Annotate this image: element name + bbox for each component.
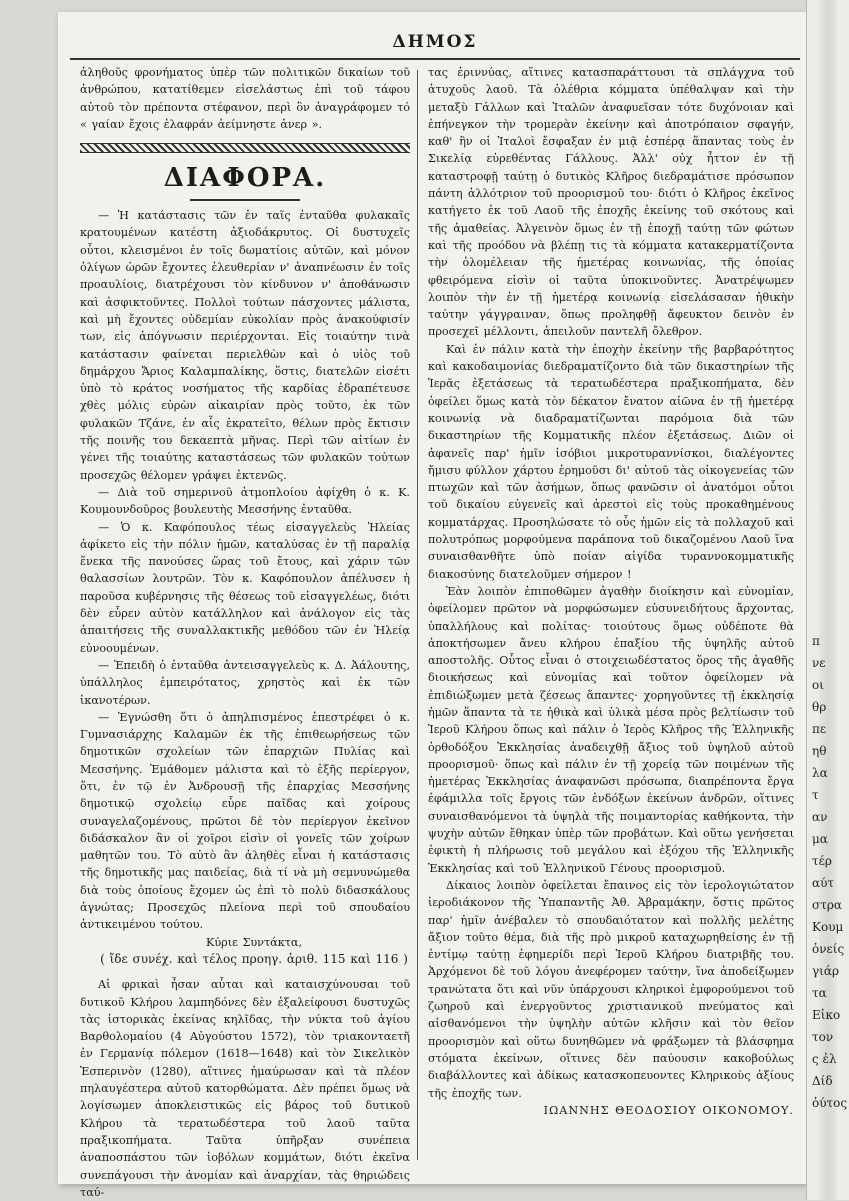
letter-signature: ΙΩΑΝΝΗΣ ΘΕΟΔΟΣΙΟΥ ΟΙΚΟΝΟΜΟΥ.: [543, 1103, 794, 1117]
margin-fragment: πε: [812, 722, 827, 736]
margin-fragment: ηθ: [812, 744, 827, 758]
margin-fragment: τον: [812, 1030, 834, 1044]
intro-paragraph: ἀληθοῦς φρονήματος ὑπὲρ τῶν πολιτικῶν δικαίων τοῦ ἀνθρώπου, κατατίθεμεν εἰσελάστως ἐπὶ τοῦ τάφου αὐτοῦ τὸν πρέποντα στέφανον, περὶ ὃν ἀναγράφομεν τό « γαίαν ἔχοις ἐλαφράν ἀείμνηστε ἀνερ ».: [80, 66, 410, 131]
margin-fragment: στρα: [812, 898, 842, 912]
adjacent-page-text: [812, 630, 849, 1114]
ornamental-rule: [80, 143, 410, 153]
news-item: — Ἡ κατάστασις τῶν ἐν ταῖς ἐνταῦθα φυλακαῖς κρατουμένων κατέστη ἀξιοδάκρυτος. Οἱ δυστυχεῖς οὗτοι, κλεισμένοι ἐν τοῖς δωματίοις αὐτῶν, καὶ μόνον ὀλίγων ὡρῶν ἔχοντες ἐλευθερίαν ν' ἀναπνέωσιν ἐν τοῖς προαυλίοις, διατρέχουσι τὸν κίνδυνον ν' ἀποθάνωσιν καὶ ἀσφικτοῦντες. Πολλοὶ τούτων πάσχοντες μάλιστα, καὶ μὴ ἔχοντες οὐδεμίαν εὐκολίαν πρὸς ἀνακούφισίν των, εἰς ἀπόγνωσιν περιέρχονται. Εἰς τοιαύτην τινὰ κατάστασιν φαίνεται περιελθὼν καὶ ὁ υἱὸς τοῦ δημάρχου Ἄριος Καλαμπαλίκης, ὅστις, διατελῶν εἰσέτι ὑπὸ τὸ κράτος νοσήματος τῆς καρδίας ἐδραπέτευσε χθὲς μόλις εὐρὼν αἰκαιρίαν πρὸς τοῦτο, ἐκ τῶν φυλακῶν Τζάνε, ἐν αἷς ἐκρατεῖτο, θέλων πρὸς ἔκτισιν τῆς ποινῆς του δεκαεπτὰ μῆνας. Περὶ τῶν αἰτίων ἐν γένει τῆς τοιαύτης καταστάσεως τῶν φυλακῶν τούτων προσεχῶς θέλομεν γράψει ἐκτενῶς.: [80, 209, 410, 482]
news-item: — Ἐγνώσθη ὅτι ὁ ἀπηλπισμένος ἐπεστρέφει ὁ κ. Γυμνασιάρχης Καλαμῶν ἐκ τῆς ἐπιθεωρήσεως τῶν δημοτικῶν σχολείων τῶν ἐπαρχιῶν Πυλίας καὶ Μεσσήνης. Ἐμάθομεν μάλιστα καὶ τὸ ἑξῆς περίεργον, ὅτι, ἐν τῷ ἐν Ἀνδρουσῇ τῆς ἐπαρχίας Μεσσήνης δημοτικῷ σχολείῳ εὗρε παῖδας καὶ χοίρους συναγελαζομένους, πρῶτοι δὲ τὸν περίεργον ἐκεῖνον διδάσκαλον ἂν οἱ χοῖροι εἰσὶν οἱ γονεῖς τῶν χοίρων μαθητῶν του. Τὸ αὐτὸ ἂν ἀληθὲς εἶναι ἡ κατάστασις τῆς δημοτικῆς μας παιδείας, διὰ τί νὰ μὴ σεμνυνώμεθα διὰ τοὺς ὁποίους ἔχομεν ὡς ἐπὶ τὸ πολὺ διδασκάλους ἀγνώτας; Προσεχῶς πλείονα περὶ τοῦ σπουδαίου ἀντικειμένου τούτου.: [80, 710, 410, 932]
margin-fragment: ὀνείς: [812, 942, 845, 956]
letter-reference: ( ἴδε συνέχ. καὶ τέλος προηγ. ἀριθ. 115 καὶ 116 ): [100, 951, 408, 966]
margin-fragment: τα: [812, 986, 827, 1000]
margin-fragment: Δίδ: [812, 1074, 833, 1088]
letter-paragraph: Αἱ φρικαὶ ἦσαν αὗται καὶ καταισχύνουσαι τοῦ δυτικοῦ Κλήρου λαμπηδόνες δὲν ἐξαλείφουσι δυστυχῶς τὰς ἱστορικὰς ἐκείνας κηλῖδας, τὴν νύκτα τοῦ ἁγίου Βαρθολομαίου (4 Αὐγούστου 1572), τὸν τριακονταετῆ ἐν Γερμανίᾳ πόλεμον (1618—1648) καὶ τὸν Σικελικὸν Ἑσπερινὸν (1280), αἵτινες ἠμαύρωσαν καὶ τὰ πλέον πηλαυγέστερα αὐτοῦ κατορθώματα. Δὲν πρέπει ὅμως νὰ λογίσωμεν ἀποκλειστικῶς εἰς βάρος τοῦ δυτικοῦ Κλήρου τὰ τερατωδέστερα τοῦ λαοῦ ταῦτα πραξικοπήματα. Ταῦτα ὑπῆρξαν συνέπεια ἀναποσπάστου τῶν ἰοβόλων κομμάτων, διότι ἐκεῖνα συνεπάγουσι τὴν ἀνομίαν καὶ ἀναρχίαν, τὰς θηριώδεις ταύ-: [80, 978, 410, 1199]
spacer: [80, 968, 410, 976]
news-item: — Διὰ τοῦ σημερινοῦ ἀτμοπλοίου ἀφίχθη ὁ κ. Κ. Κουμουνδοῦρος βουλευτὴς Μεσσήνης ἐνταῦθα.: [80, 485, 410, 517]
heading-rule: [190, 199, 300, 201]
news-item: — Ὁ κ. Καφόπουλος τέως εἰσαγγελεὺς Ἠλείας ἀφίκετο εἰς τὴν πόλιν ἡμῶν, καταλύσας ἐν τῇ παραλίᾳ ἕνεκα τῆς πανούσες ὥρας τοῦ ἔτους, καὶ χάριν τῶν θαλασσίων λουτρῶν. Τὸν κ. Καφόπουλον ἀπέλυσεν ἡ παροῦσα κυβέρνησις τῆς θέσεως τοῦ εἰσαγγελέως, διότι δὲν εὗρεν αὐτὸν κατάλληλον καὶ ἀνάλογον εἰς τὰς ἀπαιτήσεις τῆς συναλλακτικῆς μεθόδου τῶν ἐν Ἠλείᾳ εὐνοουμένων.: [80, 520, 410, 655]
margin-fragment: Κουμ: [812, 920, 844, 934]
margin-fragment: ς ἐλ: [812, 1052, 837, 1066]
margin-fragment: μα: [812, 832, 828, 846]
section-heading: ΔΙΑΦΟΡΑ.: [163, 163, 327, 194]
margin-fragment: ὀύτος: [812, 1096, 848, 1110]
letter-paragraph: Ἐὰν λοιπὸν ἐπιποθῶμεν ἀγαθὴν διοίκησιν καὶ εὐνομίαν, ὀφείλομεν πρῶτον νὰ μορφώσωμεν εὐσυνειδήτους ἄρχοντας, ὑπαλλήλους καὶ πολίτας· τοιούτους ὅμως οὐδέποτε θὰ ἀποκτήσωμεν ἄνευ κλήρου ἐπαξίου τῆς ὑψηλῆς αὐτοῦ αποστολῆς. Οὗτος εἶναι ὁ στοιχειωδέστατος ὅρος τῆς ἀγαθῆς διοικήσεως καὶ εὐνομίας καὶ τοῦτον ὀφείλομεν νὰ ἐπιδιώξωμεν μετὰ ζέσεως ἅπαντες· χορηγοῦντες τῇ ἐκκλησίᾳ ἡμῶν ἅπαντα τὰ τε ἠθικὰ καὶ ὑλικὰ μέσα πρὸς βελτίωσιν τοῦ Ἱεροῦ Κλήρου ὅπως καὶ πάλιν ὁ Ἱερὸς Κλῆρος τῆς Ἑλληνικῆς ὀρθοδόξου Ἐκκλησίας ἀναδειχθῇ ἄξιος τοῦ ὑψηλοῦ αὐτοῦ προορισμοῦ· ὅπως καὶ πάλιν ἐν τῇ χορείᾳ τῶν ποιμένων τῆς ἡμετέρας Ἐκκλησίας ἀναφανῶσι πρόσωπα, διαπρέποντα ἔργα ἐφάμιλλα τοῖς ἔργοις τῶν ἐνδόξων ἐκείνων ἀνδρῶν, οἵτινες συναισθανόμενοι τὰ ὑψηλὰ τῆς ποιμαντορίας καθήκοντα, τὴν ψυχὴν αὐτῶν ἔθηκαν ὑπὲρ τῶν προβάτων. Καὶ οὕτω γενήσεται ἐφικτὴ ἡ πλήρωσις τοῦ μεγάλου καὶ ἐξόχου τῆς Ἑλληνικῆς Ἐκκλησίας καὶ τοῦ Ἑλληνικοῦ Γένους προορισμοῦ.: [428, 584, 794, 875]
margin-fragment: λα: [812, 766, 828, 780]
column-divider: [417, 70, 418, 1160]
margin-fragment: θρ: [812, 700, 827, 714]
letter-paragraph: Καὶ ἐν πάλιν κατὰ τὴν ἐποχὴν ἐκείνην τῆς βαρβαρότητος καὶ κακοδαιμονίας διεδραματίζοντο διὰ τῶν δικαστηρίων τῆς Ἱερᾶς ἐξετάσεως τὰ τερατωδέστερα πραξικοπήματα, δὲν ὀφείλει ὅμως κατὰ τὸν δέκατον ἔνατον αἰῶνα ἐν τῇ ἡμετέρᾳ κοινωνίᾳ νὰ διαδραματίζωνται παρόμοια διὰ τῶν δικαστηρίων τῆς Κομματικῆς πλέον ἐξετάσεως. Διῶν οἱ ἀφανεῖς παρ' ἡμῖν ἰσόβιοι μικροτυραννίσκοι, διαλέγοντες ἤμισυ φύλλον χάρτου ἐρημοῦσι δι' αὐτοῦ τὰς οἰκογενείας τῶν πτωχῶν καὶ τῶν ἀσήμων, ὅπως φανῶσιν οἱ ἀνατόμοι οὗτοι τοῦ δικαίου εὐγενεῖς καὶ ἀρεστοὶ εἰς τοὺς προκαθημένους κομματάρχας. Προσηλώσατε τὸ οὖς ἡμῶν εἰς τὰ πολλαχοῦ καὶ πολυτρόπως μορφούμενα παράπονα τοῦ δικαζομένου Λαοῦ ἵνα συναισθανθῆτε ὑπὸ ποίαν αἰγίδα τυραννοκομματικῆς διακοσύνης διατελοῦμεν σήμερον !: [428, 342, 794, 581]
right-column: [428, 64, 794, 1119]
margin-fragment: τέρ: [812, 854, 832, 868]
margin-fragment: τ: [812, 788, 819, 802]
letter-heading: Κύριε Συντάκτα,: [205, 935, 303, 949]
margin-fragment: Εἰκο: [812, 1008, 841, 1022]
margin-fragment: αύτ: [812, 876, 835, 890]
newspaper-title: ΔΗΜΟΣ: [392, 32, 478, 52]
margin-fragment: νε: [812, 656, 826, 670]
margin-fragment: οι: [812, 678, 824, 692]
letter-paragraph: Δίκαιος λοιπὸν ὀφείλεται ἔπαινος εἰς τὸν ἱερολογιώτατον ἱεροδιάκονον τῆς Ὑπαπαντῆς Ἀθ. Ἀβραμάκην, ὅστις πρῶτος παρ' ἡμῖν ἀνέβαλεν τὸ σπουδαιότατον καὶ πολλῆς μελέτης ἄξιον τοῦτο θέμα, διὰ τῆς πρὸ μικροῦ καταχωρηθείσης ἐν τῇ ἐντίμῳ ταύτῃ ἐφημερίδι περὶ Ἱεροῦ Κλήρου διατριβῆς του. Ἀρχόμενοι δὲ τοῦ λόγου ἀνεφέρομεν ταύτην, ἵνα ἀποδείξωμεν τρανώτατα ὅτι καὶ νῦν ὑπάρχουσι κληρικοὶ ἐμφορούμενοι τοῦ ζωηροῦ καὶ ἐνεργοῦντος χριστιανικοῦ πνεύματος καὶ αἰσθανόμενοι τὴν ὑψηλὴν αὐτῶν κλῆσιν καὶ τὸν θεῖον προορισμὸν καὶ οὕτω δυνηθῶμεν νὰ φράξωμεν τὰ βλάσφημα στόματα ἐκείνων, οἵτινες δὲν παύουσιν κακοβούλως διαβάλλοντες καὶ ἀδίκως κατασκοπευοντες Κληρικοὺς ἀξίους τῆς ἐποχῆς των.: [428, 878, 794, 1100]
margin-fragment: γιάρ: [812, 964, 840, 978]
left-column: [80, 64, 410, 1201]
letter-continuation: τας ἐριννύας, αἵτινες κατασπαράττουσι τὰ σπλάγχνα τοῦ ἀτυχοῦς λαοῦ. Τὰ ὀλέθρια κόμματα ὑπέθαλψαν καὶ τὴν μεταξὺ Γάλλων καὶ Ἰταλῶν ἀναφυεῖσαν τότε δυχόνοιαν καὶ ἐπήνεγκον τὴν τρομερὰν ἐκείνην καὶ ἀποτρόπαιον σφαγήν, καθ' ἣν οἱ Ἰταλοὶ ἔσφαξαν ἐν μιᾷ ἑσπέρᾳ ἅπαντας τοὺς ἐν Σικελίᾳ εὑρεθέντας Γάλλους. Ἀλλ' οὐχ ἧττον ἐν τῇ καταστροφῇ ταύτῃ ὁ δυτικὸς Κλῆρος διεδραμάτισε πρόσωπον πάντη ἀλλότριον τοῦ προορισμοῦ του· διότι ὁ Κλῆρος ἐκεῖνος κατήγετο ἐκ τοῦ Λαοῦ τῆς ἐποχῆς ἐκείνης τοῦ σκότους καὶ τῆς ἀμαθείας. Ἀλγεινὸν ὅμως ἐν τῇ ἐποχῇ ταύτῃ τῶν φώτων καὶ τῆς προόδου νὰ βλέπῃ τις τὰ κόμματα κατακερματίζοντα τὴν ὁλομέλειαν τῆς ἡμετέρας κοινωνίας, τῆς ὁποίας φθειρόμενα εἰσὶν οἱ ταῦτα ὑποκινοῦντες. Ἀνατρέψωμεν λοιπὸν τὴν ἐν τῇ ἡμετέρᾳ κοινωνίᾳ εἰσελάσασαν ἠθικὴν ταύτην γάγγραιναν, ὅπως προληφθῇ ἄφευκτον δεινὸν ἐν προσεχεῖ μέλλοντι, ἀπειλοῦν παντελῆ ὄλεθρον.: [428, 66, 794, 339]
news-item: — Ἐπειδὴ ὁ ἐνταῦθα ἀντεισαγγελεὺς κ. Δ. Ἀάλουτης, ὑπάλληλος ἐμπειρότατος, χρηστὸς καὶ ἐκ τῶν ἱκανοτέρων.: [80, 658, 410, 707]
page-header: [70, 30, 800, 60]
margin-fragment: π: [812, 634, 820, 648]
margin-fragment: αν: [812, 810, 828, 824]
